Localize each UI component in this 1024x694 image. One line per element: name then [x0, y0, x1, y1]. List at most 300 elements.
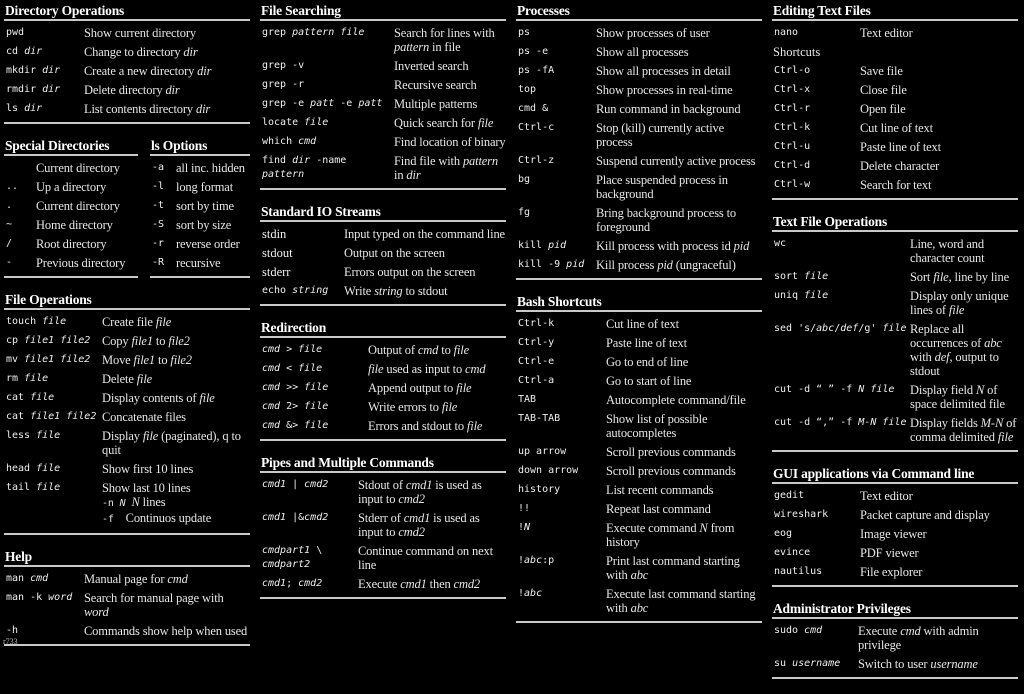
command-cell: wireshark — [774, 508, 829, 520]
row — [4, 621, 250, 640]
section-rows — [772, 232, 1018, 450]
section-file-operations — [4, 291, 250, 535]
row — [516, 118, 762, 151]
command-cell: cmdpart1 \ cmdpart2 — [262, 544, 323, 570]
row — [772, 543, 1018, 562]
command-cell: stdin — [262, 226, 287, 241]
description-cell: sort by time — [176, 198, 234, 213]
row — [516, 352, 762, 371]
description-cell: Output of cmd to file — [368, 342, 470, 357]
description-cell: sort by size — [176, 217, 232, 232]
command-cell: kill pid — [518, 239, 567, 251]
row — [772, 80, 1018, 99]
section-rows — [4, 21, 250, 122]
row — [4, 253, 138, 272]
description-cell: Switch to user username — [858, 656, 978, 671]
row — [772, 380, 1018, 413]
command-cell: down arrow — [518, 464, 579, 476]
row — [516, 409, 762, 442]
section-rows — [772, 619, 1018, 677]
row — [772, 562, 1018, 581]
command-cell: top — [518, 83, 537, 95]
command-cell: grep -r — [262, 78, 305, 90]
command-cell: mkdir dir — [6, 64, 61, 76]
command-cell: -R — [152, 256, 165, 268]
command-cell: pwd — [6, 26, 25, 38]
section-editing-text-files — [772, 2, 1018, 200]
row — [772, 486, 1018, 505]
row — [772, 413, 1018, 446]
command-cell: cmd >> file — [262, 381, 329, 393]
section-rows — [150, 156, 250, 276]
row-label: Shortcuts — [773, 44, 821, 59]
section-standard-io-streams — [260, 203, 506, 306]
command-cell: ps -e — [518, 45, 549, 57]
row — [150, 196, 250, 215]
command-cell: gedit — [774, 489, 805, 501]
row — [260, 94, 506, 113]
description-cell: Show all processes — [596, 44, 689, 59]
row — [516, 480, 762, 499]
row — [4, 99, 250, 118]
section-rows — [516, 21, 762, 278]
command-cell: cat file — [6, 391, 55, 403]
command-cell: cut -d “,” -f M-N file — [774, 416, 907, 428]
row — [260, 132, 506, 151]
description-cell: Go to end of line — [606, 354, 689, 369]
command-cell: ps -fA — [518, 64, 555, 76]
command-cell: Ctrl-k — [518, 317, 555, 329]
description-cell: Quick search for file — [394, 115, 494, 130]
row — [150, 234, 250, 253]
description-cell: File explorer — [860, 564, 923, 579]
command-cell: up arrow — [518, 445, 567, 457]
row — [4, 426, 250, 459]
section-administrator-privileges — [772, 600, 1018, 679]
description-cell: Create a new directory dir — [84, 63, 212, 78]
description-cell: Multiple patterns — [394, 96, 478, 111]
row — [516, 236, 762, 255]
description-cell: Copy file1 to file2 — [102, 333, 190, 348]
command-cell: which cmd — [262, 135, 317, 147]
command-cell: Ctrl-e — [518, 355, 555, 367]
section-title: Processes — [516, 2, 762, 21]
row — [260, 75, 506, 94]
description-cell: Stop (kill) currently active process — [596, 120, 725, 149]
description-cell: Output on the screen — [344, 245, 445, 260]
row — [516, 584, 762, 617]
command-cell: cmd < file — [262, 362, 323, 374]
description-cell: file used as input to cmd — [368, 361, 486, 376]
row — [516, 390, 762, 409]
row — [4, 177, 138, 196]
description-cell: long format — [176, 179, 234, 194]
section-title: Standard IO Streams — [260, 203, 506, 222]
row — [516, 23, 762, 42]
row — [516, 42, 762, 61]
row — [260, 281, 506, 300]
row — [260, 340, 506, 359]
command-cell: cd dir — [6, 45, 43, 57]
section-pipes-and-multiple-commands — [260, 454, 506, 599]
row — [4, 23, 250, 42]
command-cell: Ctrl-u — [774, 140, 811, 152]
description-cell: Paste line of text — [860, 139, 941, 154]
description-cell: List recent commands — [606, 482, 714, 497]
row — [516, 151, 762, 170]
description-cell: Execute cmd with admin privilege — [858, 623, 979, 652]
row — [4, 588, 250, 621]
section-file-searching — [260, 2, 506, 190]
row — [772, 621, 1018, 654]
row — [4, 80, 250, 99]
command-cell: locate file — [262, 116, 329, 128]
description-cell: Print last command starting with abc — [606, 553, 740, 582]
row — [516, 461, 762, 480]
description-cell: Kill process with process id pid — [596, 238, 750, 253]
row — [772, 234, 1018, 267]
command-cell: mv file1 file2 — [6, 353, 91, 365]
command-cell: Ctrl-z — [518, 154, 555, 166]
command-cell: kill -9 pid — [518, 258, 585, 270]
description-cell: Repeat last command — [606, 501, 711, 516]
row — [4, 42, 250, 61]
command-cell: cmd & — [518, 102, 549, 114]
command-cell: -t — [152, 199, 165, 211]
row — [150, 253, 250, 272]
row — [150, 215, 250, 234]
description-cell: Show all processes in detail — [596, 63, 731, 78]
command-cell: Ctrl-x — [774, 83, 811, 95]
command-cell: Ctrl-w — [774, 178, 811, 190]
section-rows — [260, 222, 506, 304]
command-cell: tail file — [6, 481, 61, 493]
description-cell: Show last 10 lines -n N N lines -f Continuos update — [102, 480, 212, 525]
command-cell: fg — [518, 206, 531, 218]
description-cell: Text editor — [860, 488, 913, 503]
description-cell: Sort file, line by line — [910, 269, 1009, 284]
command-cell: Ctrl-o — [774, 64, 811, 76]
description-cell: Errors and stdout to file — [368, 418, 483, 433]
command-cell: cmd 2> file — [262, 400, 329, 412]
row — [260, 508, 506, 541]
command-cell: nano — [774, 26, 799, 38]
description-cell: recursive — [176, 255, 221, 270]
command-cell: ls dir — [6, 102, 43, 114]
section-title: Editing Text Files — [772, 2, 1018, 21]
description-cell: Stdout of cmd1 is used as input to cmd2 — [358, 477, 482, 506]
command-cell: su username — [774, 657, 841, 669]
command-cell: man -k word — [6, 591, 73, 603]
command-cell: - — [6, 256, 13, 268]
command-cell: less file — [6, 429, 61, 441]
command-cell: sudo cmd — [774, 624, 823, 636]
description-cell: Change to directory dir — [84, 44, 198, 59]
description-cell: Execute last command starting with abc — [606, 586, 756, 615]
description-cell: Stderr of cmd1 is used as input to cmd2 — [358, 510, 480, 539]
command-cell: wc — [774, 237, 787, 249]
description-cell: Scroll previous commands — [606, 463, 736, 478]
row — [772, 267, 1018, 286]
command-cell: Ctrl-r — [774, 102, 811, 114]
description-cell: Paste line of text — [606, 335, 687, 350]
section-rows — [260, 21, 506, 188]
description-cell: Search for lines with pattern in file — [394, 25, 495, 54]
row — [772, 137, 1018, 156]
description-cell: Autocomplete command/file — [606, 392, 746, 407]
command-cell: grep -e patt -e patt — [262, 97, 383, 109]
section-processes — [516, 2, 762, 280]
command-cell: cmd1 | cmd2 — [262, 478, 329, 490]
section-redirection — [260, 319, 506, 441]
column-1 — [4, 2, 250, 692]
description-cell: Find file with pattern in dir — [394, 153, 498, 182]
description-cell: Append output to file — [368, 380, 472, 395]
command-cell: / — [6, 237, 13, 249]
command-cell: ps — [518, 26, 531, 38]
description-cell: Show processes of user — [596, 25, 710, 40]
row — [516, 518, 762, 551]
description-cell: Manual page for cmd — [84, 571, 188, 586]
command-cell: cmd > file — [262, 343, 323, 355]
command-cell: sort file — [774, 270, 829, 282]
command-cell: man cmd — [6, 572, 49, 584]
section-title: Bash Shortcuts — [516, 293, 762, 312]
description-cell: Image viewer — [860, 526, 927, 541]
description-cell: Errors output on the screen — [344, 264, 476, 279]
command-cell: history — [518, 483, 561, 495]
section-rows — [4, 156, 138, 276]
command-cell: stderr — [262, 264, 291, 279]
command-cell: eog — [774, 527, 793, 539]
row — [260, 541, 506, 574]
section-rows — [4, 310, 250, 533]
column-3 — [516, 2, 762, 692]
description-cell: Display only unique lines of file — [910, 288, 1009, 317]
description-cell: Search for text — [860, 177, 932, 192]
section-ls-options — [150, 137, 250, 278]
row — [772, 23, 1018, 42]
description-cell: Display file (paginated), q to quit — [102, 428, 241, 457]
description-cell: Delete character — [860, 158, 940, 173]
command-cell: !abc:p — [518, 554, 555, 566]
row — [772, 99, 1018, 118]
description-cell: Find location of binary — [394, 134, 506, 149]
description-cell: Show first 10 lines — [102, 461, 194, 476]
section-title: Administrator Privileges — [772, 600, 1018, 619]
command-cell: Ctrl-c — [518, 121, 555, 133]
command-cell: grep -v — [262, 59, 305, 71]
description-cell: Continue command on next line — [358, 543, 493, 572]
description-cell: Delete directory dir — [84, 82, 180, 97]
row — [260, 397, 506, 416]
description-cell: Run command in background — [596, 101, 741, 116]
row — [260, 151, 506, 184]
description-cell: Save file — [860, 63, 903, 78]
description-cell: Input typed on the command line — [344, 226, 505, 241]
description-cell: Move file1 to file2 — [102, 352, 192, 367]
description-cell: Up a directory — [36, 179, 107, 194]
description-cell: PDF viewer — [860, 545, 919, 560]
row — [260, 416, 506, 435]
description-cell: Go to start of line — [606, 373, 692, 388]
section-title: Help — [4, 548, 250, 567]
command-cell: !! — [518, 502, 531, 514]
section-rows — [260, 338, 506, 439]
command-cell: cat file1 file2 — [6, 410, 97, 422]
command-cell: Ctrl-y — [518, 336, 555, 348]
section-title: Text File Operations — [772, 213, 1018, 232]
description-cell: Current directory — [36, 160, 120, 175]
split-section — [4, 137, 250, 291]
command-cell: Ctrl-a — [518, 374, 555, 386]
description-cell: Execute cmd1 then cmd2 — [358, 576, 481, 591]
row — [4, 388, 250, 407]
description-cell: Suspend currently active process — [596, 153, 756, 168]
description-cell: Create file file — [102, 314, 172, 329]
section-rows — [772, 484, 1018, 585]
description-cell: Concatenate files — [102, 409, 186, 424]
section-special-directories — [4, 137, 138, 278]
description-cell: Packet capture and display — [860, 507, 990, 522]
row — [4, 569, 250, 588]
row — [516, 99, 762, 118]
row — [772, 61, 1018, 80]
command-cell: cp file1 file2 — [6, 334, 91, 346]
row — [772, 42, 1018, 61]
section-rows — [260, 473, 506, 597]
description-cell: Inverted search — [394, 58, 469, 73]
description-cell: Display fields M-N of comma delimited file — [910, 415, 1017, 444]
row — [260, 378, 506, 397]
description-cell: Search for manual page with word — [84, 590, 224, 619]
command-cell: . — [6, 199, 13, 211]
description-cell: Close file — [860, 82, 907, 97]
description-cell: Root directory — [36, 236, 107, 251]
column-2 — [260, 2, 506, 692]
row — [260, 224, 506, 243]
command-cell: sed 's/abc/def/g' file — [774, 322, 907, 334]
row — [260, 359, 506, 378]
command-cell: ~ — [6, 218, 13, 230]
section-title: Special Directories — [4, 137, 138, 156]
row — [260, 475, 506, 508]
command-cell: Ctrl-d — [774, 159, 811, 171]
section-title: ls Options — [150, 137, 250, 156]
command-cell: -l — [152, 180, 165, 192]
description-cell: Write string to stdout — [344, 283, 448, 298]
row — [516, 551, 762, 584]
row — [516, 61, 762, 80]
row — [772, 175, 1018, 194]
description-cell: Execute command N from history — [606, 520, 735, 549]
command-cell: -h — [6, 624, 19, 636]
row — [772, 319, 1018, 380]
command-cell: cmd1 |&cmd2 — [262, 511, 329, 523]
row — [4, 331, 250, 350]
row — [772, 654, 1018, 673]
command-cell: stdout — [262, 245, 293, 260]
command-cell: touch file — [6, 315, 67, 327]
description-cell: Recursive search — [394, 77, 477, 92]
row — [150, 177, 250, 196]
row — [4, 459, 250, 478]
description-cell: Write errors to file — [368, 399, 458, 414]
description-cell: Current directory — [36, 198, 120, 213]
description-cell: Open file — [860, 101, 906, 116]
row — [516, 170, 762, 203]
command-cell: TAB — [518, 393, 537, 405]
command-cell: nautilus — [774, 565, 823, 577]
row — [4, 234, 138, 253]
row — [516, 203, 762, 236]
description-cell: List contents directory dir — [84, 101, 211, 116]
section-rows — [772, 21, 1018, 198]
section-text-file-operations — [772, 213, 1018, 452]
row — [4, 407, 250, 426]
description-cell: Place suspended process in background — [596, 172, 728, 201]
section-title: File Searching — [260, 2, 506, 21]
description-cell: Kill process pid (ungraceful) — [596, 257, 736, 272]
row — [4, 158, 138, 177]
row — [516, 314, 762, 333]
revision-label: r733 — [3, 637, 18, 646]
description-cell: Scroll previous commands — [606, 444, 736, 459]
description-cell: Show list of possible autocompletes — [606, 411, 708, 440]
row — [516, 333, 762, 352]
row — [260, 113, 506, 132]
command-cell: grep pattern file — [262, 26, 365, 38]
command-cell: echo string — [262, 284, 329, 296]
section-title: Directory Operations — [4, 2, 250, 21]
row — [516, 371, 762, 390]
row — [4, 478, 250, 529]
command-cell: -S — [152, 218, 165, 230]
section-title: File Operations — [4, 291, 250, 310]
command-cell: uniq file — [774, 289, 829, 301]
section-rows — [516, 312, 762, 621]
section-gui-applications — [772, 465, 1018, 587]
description-cell: Home directory — [36, 217, 113, 232]
description-cell: Commands show help when used — [84, 623, 248, 638]
description-cell: Cut line of text — [606, 316, 679, 331]
description-cell: Replace all occurrences of abc with def, output to stdout — [910, 321, 1002, 378]
row — [4, 196, 138, 215]
section-directory-operations — [4, 2, 250, 124]
command-cell: !abc — [518, 587, 543, 599]
row — [260, 23, 506, 56]
section-rows — [4, 567, 250, 644]
row — [4, 312, 250, 331]
row — [4, 61, 250, 80]
column-4 — [772, 2, 1018, 692]
row — [260, 574, 506, 593]
row — [516, 255, 762, 274]
command-cell: .. — [6, 180, 19, 192]
row — [260, 262, 506, 281]
command-cell: rmdir dir — [6, 83, 61, 95]
command-cell: TAB-TAB — [518, 412, 561, 424]
command-cell: -a — [152, 161, 165, 173]
command-cell: bg — [518, 173, 531, 185]
row — [4, 215, 138, 234]
row — [772, 505, 1018, 524]
row — [260, 56, 506, 75]
row — [772, 118, 1018, 137]
description-cell: Text editor — [860, 25, 913, 40]
command-cell: evince — [774, 546, 811, 558]
section-help — [4, 548, 250, 646]
